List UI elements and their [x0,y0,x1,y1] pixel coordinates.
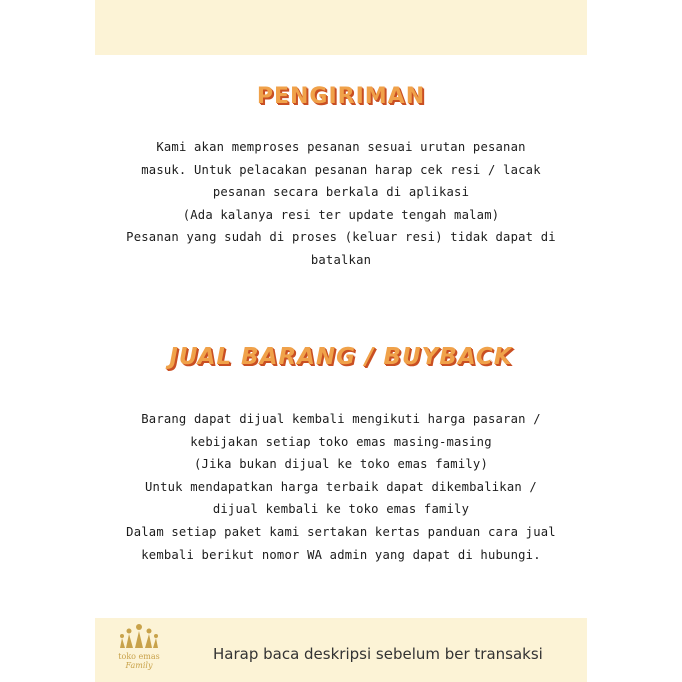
body-line: kembali berikut nomor WA admin yang dapat di hubungi. [141,547,541,562]
logo-text: toko emas [118,652,160,661]
body-line: Kami akan memproses pesanan sesuai urutan pesanan [156,140,526,154]
body-line: Barang dapat dijual kembali mengikuti harga pasaran / [141,412,541,426]
section-body-pengiriman [95,136,587,272]
top-band [95,0,587,55]
body-line: pesanan secara berkala di aplikasi [212,185,470,200]
body-line: kebijakan setiap toko emas masing-masing [190,434,492,449]
brand-logo [109,622,169,678]
body-line: Pesanan yang sudah di proses (keluar resi) tidak dapat di [126,230,556,245]
body-line: (Ada kalanya resi ter update tengah malam) [182,207,500,222]
logo-script: Family [125,661,153,670]
body-line: masuk. Untuk pelacakan pesanan harap cek resi / lacak [141,162,541,177]
footer-note: Harap baca deskripsi sebelum ber transaksi [213,645,543,663]
body-line: (Jika bukan dijual ke toko emas family) [194,457,488,472]
crown-icon [117,622,161,652]
body-line: Untuk mendapatkan harga terbaik dapat dikembalikan / [145,479,537,494]
body-line: dijual kembali ke toko emas family [212,502,470,517]
section-title-buyback: JUAL BARANG / BUYBACK [169,344,513,370]
body-line: batalkan [310,252,372,267]
section-body-buyback [95,408,587,566]
body-line: Dalam setiap paket kami sertakan kertas panduan cara jual [126,524,556,539]
section-title-pengiriman: PENGIRIMAN [256,84,426,109]
